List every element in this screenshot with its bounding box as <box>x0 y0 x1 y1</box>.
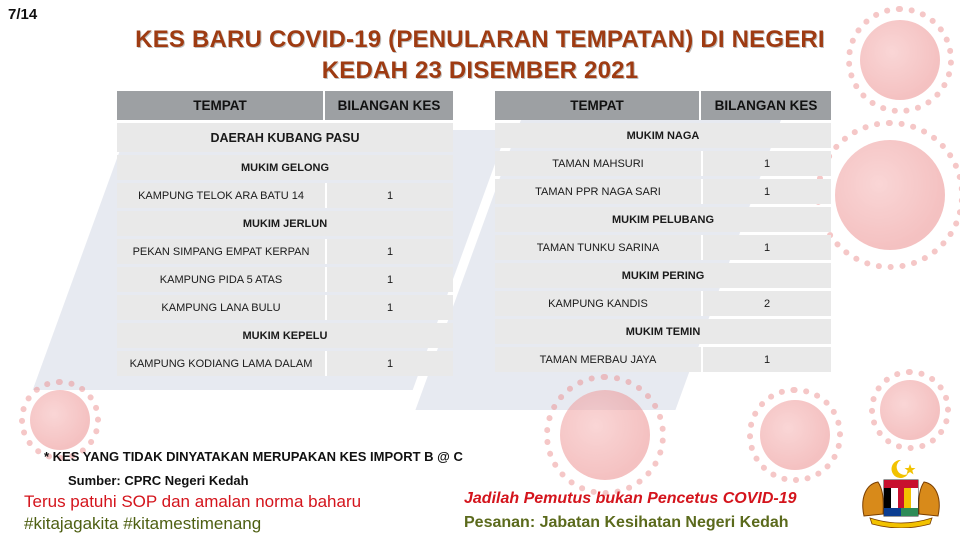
table-row <box>117 239 453 264</box>
count-cell: 1 <box>325 351 453 376</box>
mukim-row <box>495 123 831 148</box>
count-cell: 1 <box>701 179 831 204</box>
table-header-row <box>495 91 831 120</box>
district-label: DAERAH KUBANG PASU <box>117 123 453 152</box>
slogan: Terus patuhi SOP dan amalan norma baharu <box>24 492 362 511</box>
column-header-count: BILANGAN KES <box>701 91 831 120</box>
table-row <box>495 291 831 316</box>
mukim-label: MUKIM PERING <box>495 263 831 288</box>
mukim-label: MUKIM GELONG <box>117 155 453 180</box>
table-row <box>117 267 453 292</box>
mukim-label: MUKIM NAGA <box>495 123 831 148</box>
place-cell: KAMPUNG KODIANG LAMA DALAM <box>117 351 325 376</box>
count-cell: 1 <box>701 347 831 372</box>
place-cell: TAMAN TUNKU SARINA <box>495 235 701 260</box>
table-row <box>117 295 453 320</box>
virus-icon <box>560 390 650 480</box>
mukim-label: MUKIM KEPELU <box>117 323 453 348</box>
place-cell: TAMAN PPR NAGA SARI <box>495 179 701 204</box>
table-row <box>495 179 831 204</box>
mukim-row <box>495 319 831 344</box>
place-cell: TAMAN MERBAU JAYA <box>495 347 701 372</box>
table-row <box>495 347 831 372</box>
mukim-label: MUKIM JERLUN <box>117 211 453 236</box>
table-row <box>495 235 831 260</box>
mukim-row <box>117 211 453 236</box>
page-title-date: KEDAH 23 DISEMBER 2021 <box>321 57 639 84</box>
table-row <box>117 351 453 376</box>
virus-icon <box>30 390 90 450</box>
table-row <box>117 183 453 208</box>
mukim-label: MUKIM PELUBANG <box>495 207 831 232</box>
count-cell: 2 <box>701 291 831 316</box>
hashtags: #kitajagakita #kitamestimenang <box>24 514 262 533</box>
virus-icon <box>835 140 945 250</box>
footnote: * KES YANG TIDAK DINYATAKAN MERUPAKAN KES IMPORT B @ C <box>44 449 463 464</box>
cases-table-right <box>495 88 831 375</box>
count-cell: 1 <box>701 235 831 260</box>
mukim-row <box>495 263 831 288</box>
cases-table-left <box>117 88 453 379</box>
count-cell: 1 <box>701 151 831 176</box>
page-title: KES BARU COVID-19 (PENULARAN TEMPATAN) DI NEGERI <box>135 26 825 53</box>
district-row <box>117 123 453 152</box>
source-credit: Sumber: CPRC Negeri Kedah <box>68 473 249 488</box>
mukim-label: MUKIM TEMIN <box>495 319 831 344</box>
campaign-message: Jadilah Pemutus bukan Pencetus COVID-19 <box>464 490 797 507</box>
place-cell: KAMPUNG PIDA 5 ATAS <box>117 267 325 292</box>
column-header-place: TEMPAT <box>117 91 325 120</box>
count-cell: 1 <box>325 239 453 264</box>
count-cell: 1 <box>325 267 453 292</box>
table-row <box>495 151 831 176</box>
mukim-row <box>117 323 453 348</box>
table-header-row <box>117 91 453 120</box>
column-header-count: BILANGAN KES <box>325 91 453 120</box>
place-cell: PEKAN SIMPANG EMPAT KERPAN <box>117 239 325 264</box>
place-cell: TAMAN MAHSURI <box>495 151 701 176</box>
count-cell: 1 <box>325 183 453 208</box>
page-number: 7/14 <box>8 6 38 23</box>
place-cell: KAMPUNG TELOK ARA BATU 14 <box>117 183 325 208</box>
virus-icon <box>880 380 940 440</box>
place-cell: KAMPUNG LANA BULU <box>117 295 325 320</box>
message-credit: Pesanan: Jabatan Kesihatan Negeri Kedah <box>464 514 789 531</box>
column-header-place: TEMPAT <box>495 91 701 120</box>
place-cell: KAMPUNG KANDIS <box>495 291 701 316</box>
malaysia-coat-of-arms-icon <box>856 458 946 528</box>
mukim-row <box>495 207 831 232</box>
virus-icon <box>760 400 830 470</box>
count-cell: 1 <box>325 295 453 320</box>
mukim-row <box>117 155 453 180</box>
